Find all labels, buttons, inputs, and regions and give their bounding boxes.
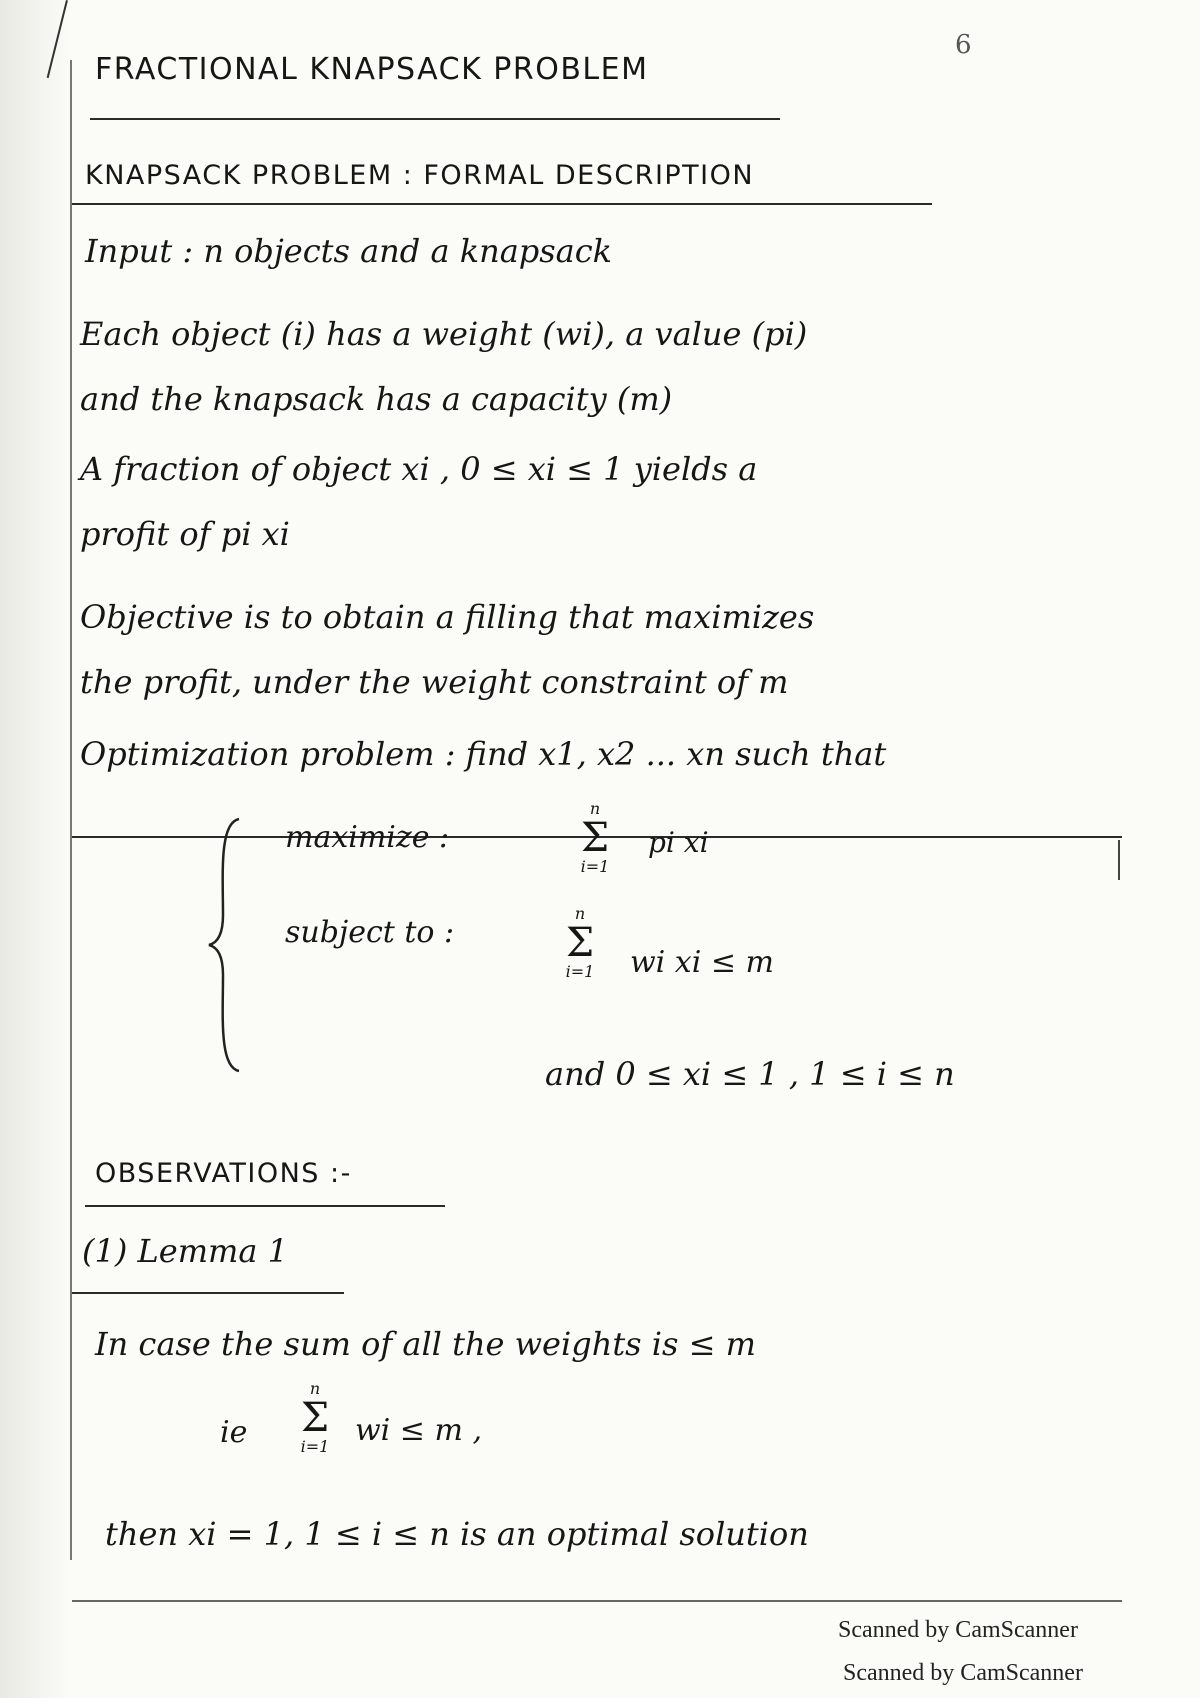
subject-to-label: subject to : bbox=[285, 915, 455, 950]
camscanner-watermark: Scanned by CamScanner bbox=[843, 1660, 1083, 1686]
text-line: A fraction of object xi , 0 ≤ xi ≤ 1 yields a bbox=[80, 450, 758, 488]
lemma-text-line: then xi = 1, 1 ≤ i ≤ n is an optimal solution bbox=[105, 1515, 809, 1553]
section-heading: KNAPSACK PROBLEM : FORMAL DESCRIPTION bbox=[85, 160, 755, 191]
text-line: and the knapsack has a capacity (m) bbox=[80, 380, 673, 418]
text-line: Objective is to obtain a filling that maximizes bbox=[80, 598, 815, 636]
page-number: 6 bbox=[955, 30, 972, 60]
text-line: the profit, under the weight constraint of m bbox=[80, 663, 789, 701]
margin-line bbox=[70, 60, 72, 1560]
camscanner-watermark: Scanned by CamScanner bbox=[838, 1617, 1078, 1643]
constraint-expression: wi xi ≤ m bbox=[630, 945, 774, 980]
sum-symbol: n Σ i=1 bbox=[300, 1379, 330, 1456]
sum-symbol: n Σ i=1 bbox=[565, 904, 595, 981]
observations-underline bbox=[85, 1205, 445, 1207]
text-line: Input : n objects and a knapsack bbox=[85, 232, 613, 270]
title-underline bbox=[90, 118, 780, 120]
sum-symbol: n Σ i=1 bbox=[580, 799, 610, 876]
bottom-rule bbox=[72, 1600, 1122, 1602]
maximize-expression: pi xi bbox=[648, 826, 709, 859]
curly-brace bbox=[205, 815, 245, 1075]
scan-edge-shadow bbox=[0, 0, 72, 1698]
right-margin-mark bbox=[1118, 840, 1120, 880]
text-line: profit of pi xi bbox=[80, 515, 290, 553]
lemma-label: (1) Lemma 1 bbox=[82, 1232, 288, 1270]
maximize-label: maximize : bbox=[285, 820, 450, 855]
observations-heading: OBSERVATIONS :- bbox=[95, 1158, 352, 1189]
text-line: Optimization problem : find x1, x2 ... xn such that bbox=[80, 735, 887, 773]
text-line: Each object (i) has a weight (wi), a value (pi) bbox=[80, 315, 808, 353]
lemma-sum-expression: wi ≤ m , bbox=[355, 1413, 483, 1448]
bound-constraint: and 0 ≤ xi ≤ 1 , 1 ≤ i ≤ n bbox=[545, 1055, 955, 1093]
lemma-underline bbox=[72, 1292, 344, 1294]
lemma-text-line: In case the sum of all the weights is ≤ m bbox=[95, 1325, 756, 1363]
page-title: FRACTIONAL KNAPSACK PROBLEM bbox=[95, 52, 649, 87]
section-underline bbox=[72, 203, 932, 205]
ie-label: ie bbox=[220, 1415, 248, 1450]
